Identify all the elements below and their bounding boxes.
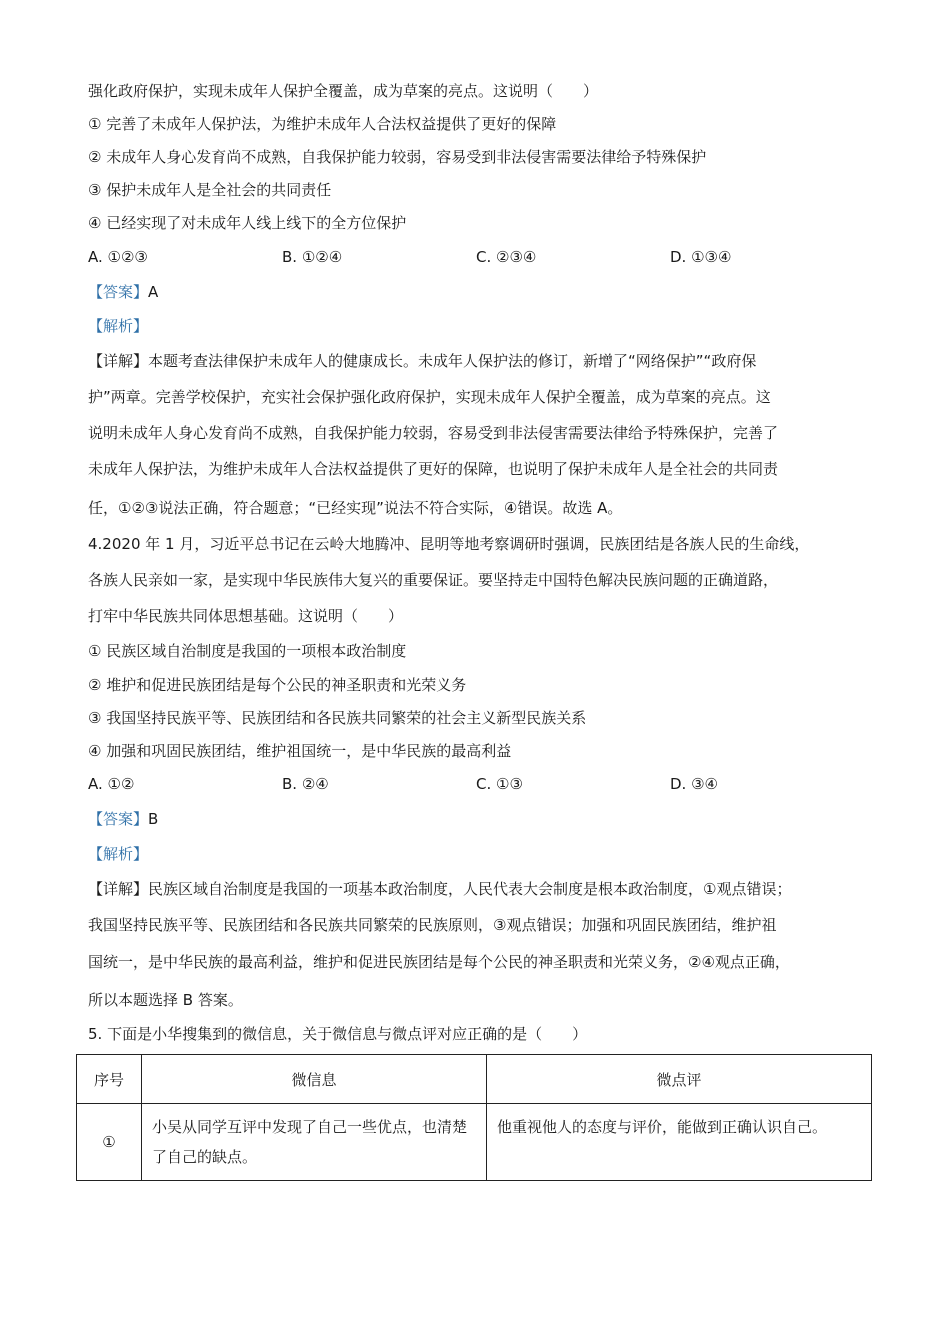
col-header-info: 微信息 [142,1055,487,1104]
q4-detail-line-3: 国统一，是中华民族的最高利益，维护和促进民族团结是每个公民的神圣职责和光荣义务，②④观点正确， [88,953,790,971]
q4-analysis-tag: 【解析】 [88,845,149,863]
q4-item-1: ① 民族区域自治制度是我国的一项根本政治制度 [88,642,407,660]
detail-tag: 【详解】 [88,880,149,898]
row-comment: 他重视他人的态度与评价，能做到正确认识自己。 [487,1104,872,1181]
row-number: ① [77,1104,142,1181]
q4-option-b: B. ②④ [282,775,329,793]
q4-item-3: ③ 我国坚持民族平等、民族团结和各民族共同繁荣的社会主义新型民族关系 [88,709,587,727]
q4-item-4: ④ 加强和巩固民族团结，维护祖国统一，是中华民族的最高利益 [88,742,512,760]
q5-table [76,1054,872,1181]
detail-tag: 【详解】 [88,352,149,370]
q3-item-1: ① 完善了未成年人保护法，为维护未成年人合法权益提供了更好的保障 [88,115,557,133]
answer-value: B [148,810,159,828]
q4-option-c: C. ①③ [476,775,523,793]
q4-item-2: ② 堆护和促进民族团结是每个公民的神圣职责和光荣义务 [88,676,467,694]
detail-text: 民族区域自治制度是我国的一项基本政治制度，人民代表大会制度是根本政治制度，①观点错误； [148,880,792,898]
row-info: 小吴从同学互评中发现了自己一些优点，也清楚了自己的缺点。 [142,1104,487,1181]
q4-option-a: A. ①② [88,775,135,793]
q4-answer [88,808,158,830]
q5-stem: 5. 下面是小华搜集到的微信息，关于微信息与微点评对应正确的是（ ） [88,1025,588,1043]
q3-detail-line-3: 说明未成年人身心发育尚不成熟，自我保护能力较弱，容易受到非法侵害需要法律给予特殊保护，完善了 [88,424,779,442]
q4-stem-line-1: 4.2020 年 1 月，习近平总书记在云岭大地腾冲、昆明等地考察调研时强调，民族团结是各族人民的生命线， [88,535,810,553]
q3-detail-line-1 [88,350,756,372]
q4-stem-line-2: 各族人民亲如一家，是实现中华民族伟大复兴的重要保证。要坚持走中国特色解决民族问题的正确道路， [88,571,779,589]
q3-detail-line-5: 任，①②③说法正确，符合题意；“已经实现”说法不符合实际，④错误。故选 A。 [88,499,623,517]
q3-item-4: ④ 已经实现了对未成年人线上线下的全方位保护 [88,214,407,232]
table-header-row [77,1055,872,1104]
q4-detail-line-1 [88,878,791,900]
col-header-comment: 微点评 [487,1055,872,1104]
table-row [77,1104,872,1181]
answer-tag: 【答案】 [88,810,149,828]
q4-detail-line-2: 我国坚持民族平等、民族团结和各民族共同繁荣的民族原则，③观点错误；加强和巩固民族团结，维护祖 [88,916,777,934]
q3-option-a: A. ①②③ [88,248,148,266]
q4-stem-line-3: 打牢中华民族共同体思想基础。这说明（ ） [88,607,404,625]
q3-analysis-tag: 【解析】 [88,317,149,335]
q3-stem-tail: 强化政府保护，实现未成年人保护全覆盖，成为草案的亮点。这说明（ ） [88,82,599,100]
answer-value: A [148,283,159,301]
q4-option-d: D. ③④ [670,775,718,793]
q3-detail-line-4: 未成年人保护法，为维护未成年人合法权益提供了更好的保障，也说明了保护未成年人是全社会的共同责 [88,460,779,478]
q3-option-c: C. ②③④ [476,248,537,266]
q3-answer [88,281,158,303]
col-header-number: 序号 [77,1055,142,1104]
answer-tag: 【答案】 [88,283,149,301]
q3-option-b: B. ①②④ [282,248,343,266]
q3-option-d: D. ①③④ [670,248,732,266]
q4-detail-line-4: 所以本题选择 B 答案。 [88,991,243,1009]
detail-text: 本题考查法律保护未成年人的健康成长。未成年人保护法的修订，新增了“网络保护”“政府保 [148,352,757,370]
q3-detail-line-2: 护”两章。完善学校保护，充实社会保护强化政府保护，实现未成年人保护全覆盖，成为草案的亮点。这 [88,388,771,406]
q3-item-2: ② 未成年人身心发育尚不成熟，自我保护能力较弱，容易受到非法侵害需要法律给予特殊保护 [88,148,707,166]
q3-item-3: ③ 保护未成年人是全社会的共同责任 [88,181,332,199]
